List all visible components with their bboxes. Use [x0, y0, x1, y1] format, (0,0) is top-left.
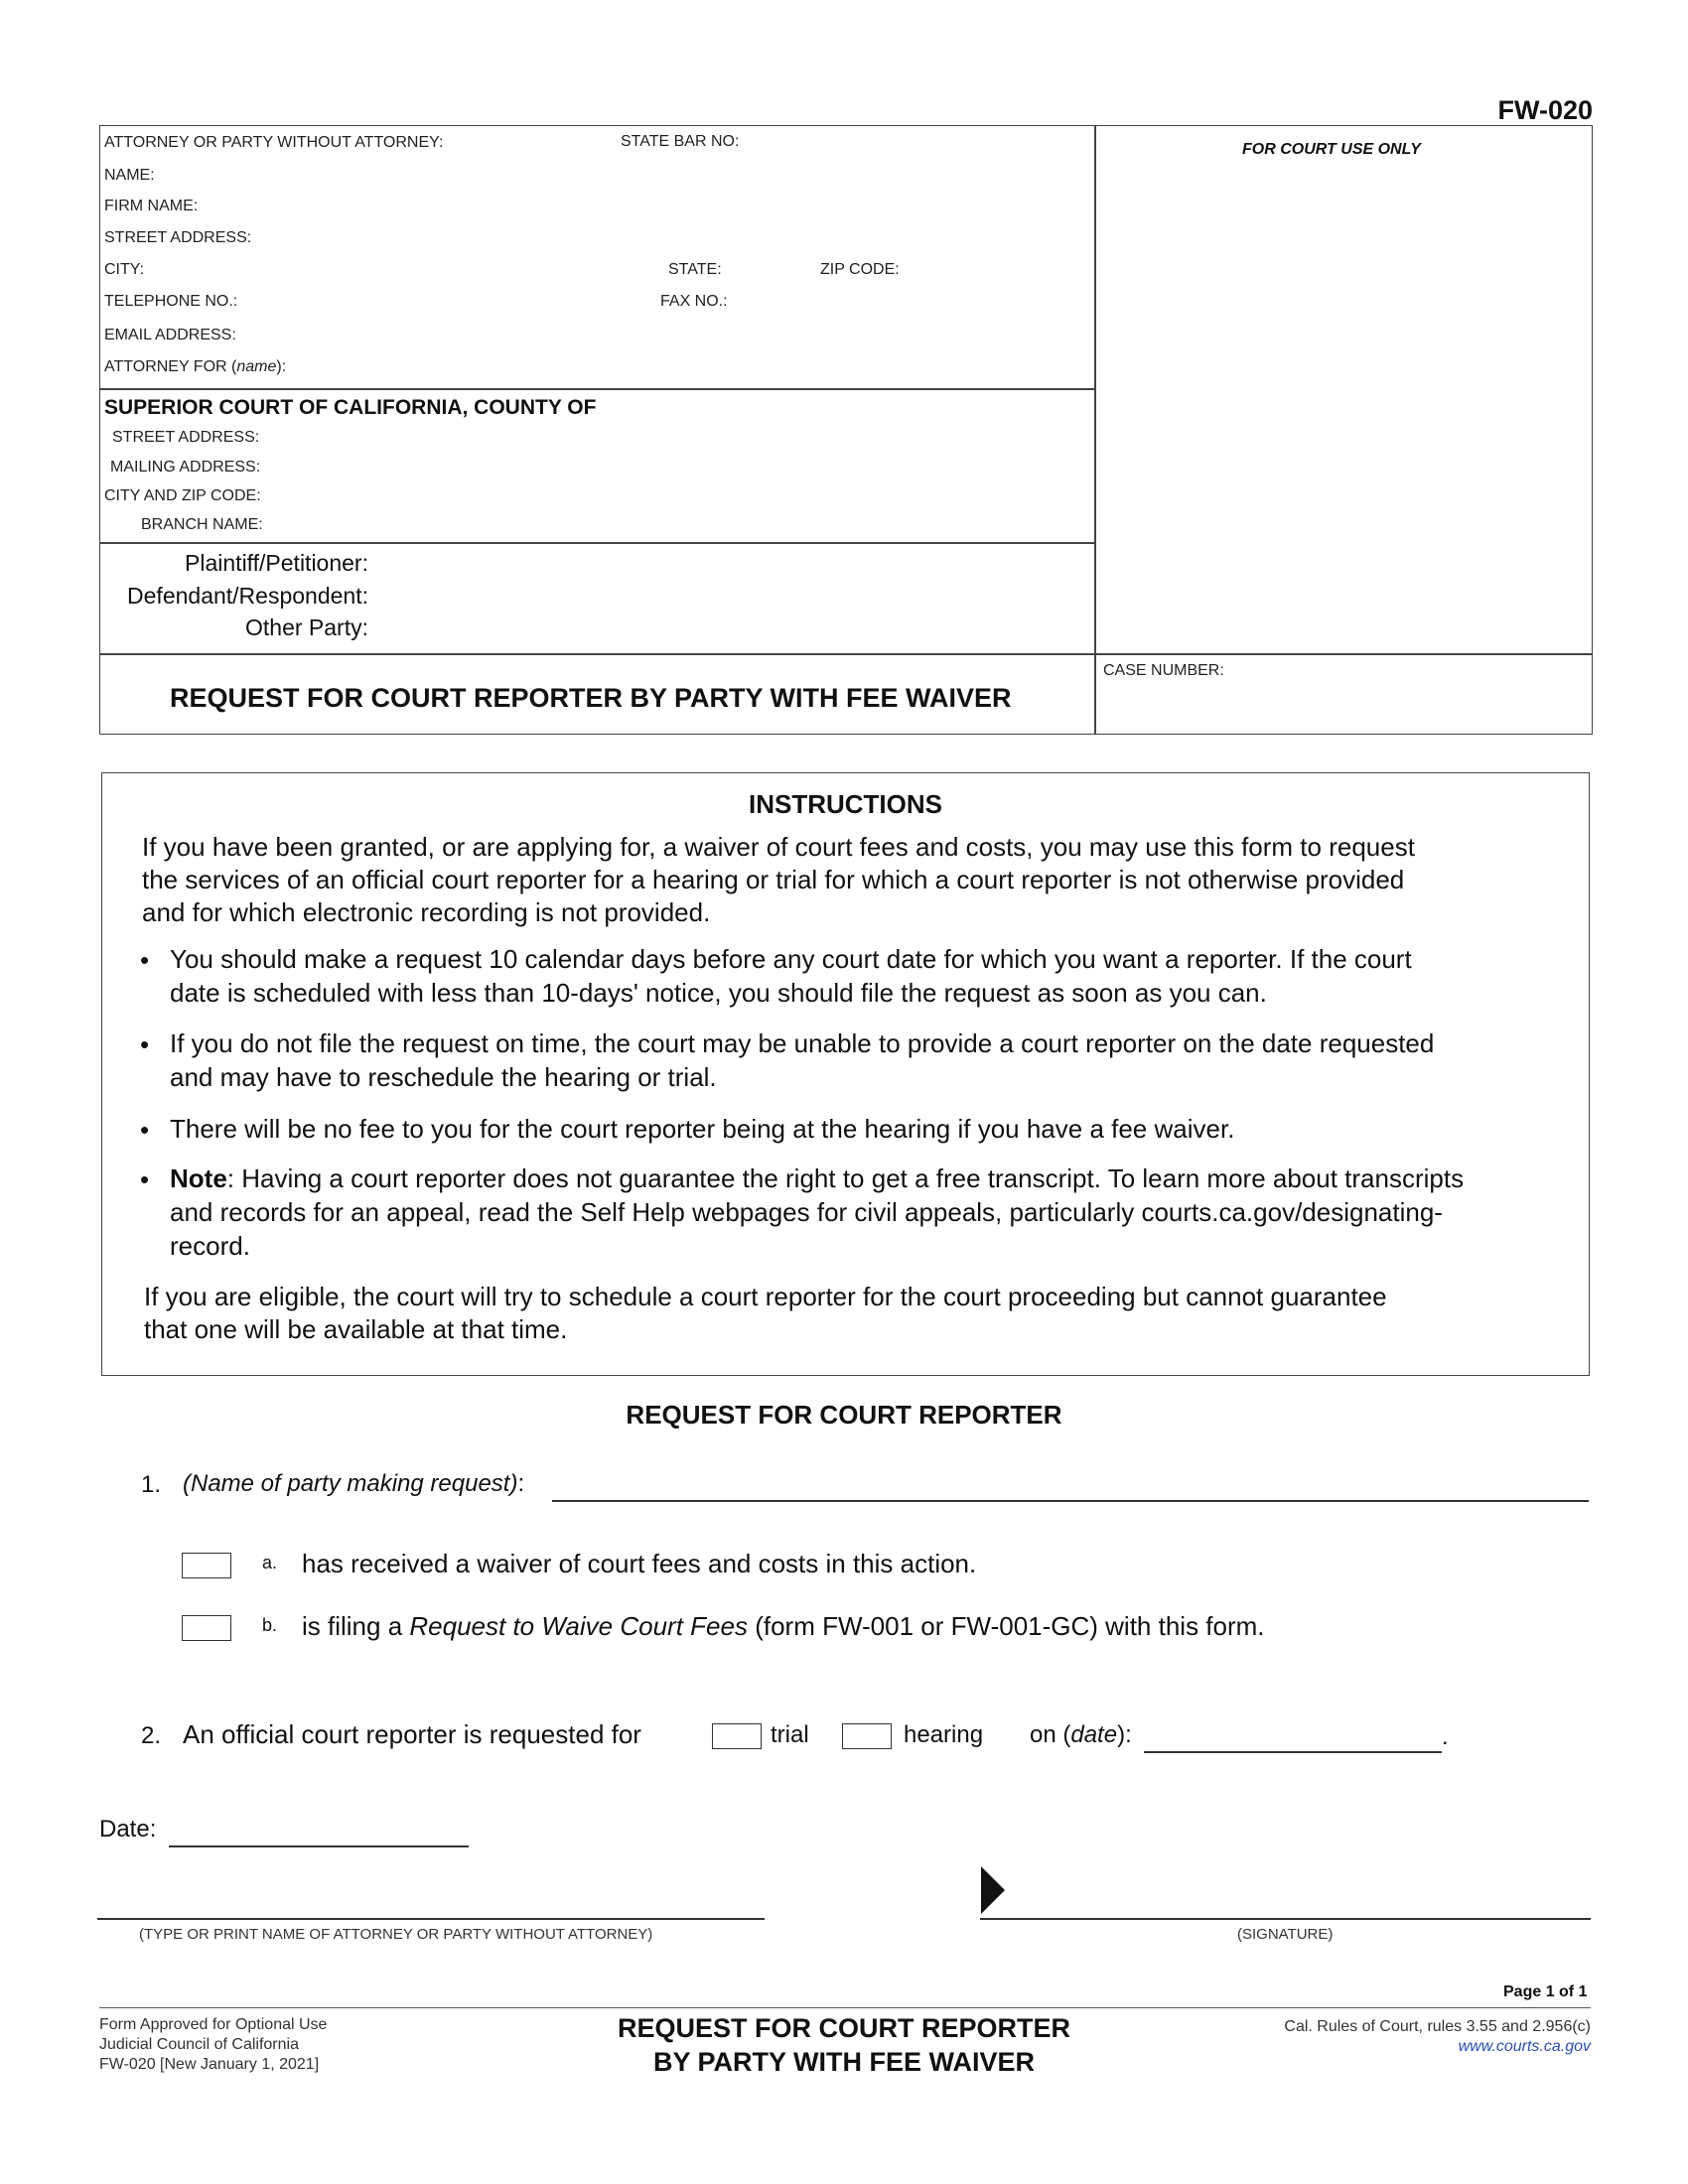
- header-divider-attorney: [100, 388, 1094, 390]
- item-1-label: (Name of party making request):: [183, 1470, 525, 1497]
- form-number: FW-020: [1497, 95, 1593, 125]
- instruction-bullet-1: You should make a request 10 calendar days before any court date for which you want a reporter. If the court date is scheduled with less than 10-days' notice, you should file the request as soon as you can.: [170, 944, 1412, 1008]
- fee-waiver-received-checkbox[interactable]: [182, 1553, 231, 1578]
- bullet-icon: •: [140, 1029, 150, 1059]
- footer-rule: [99, 2007, 1591, 2008]
- zip-code-label: ZIP CODE:: [820, 261, 900, 278]
- attorney-for-label: ATTORNEY FOR (name):: [104, 358, 287, 375]
- trial-label: trial: [771, 1721, 809, 1748]
- signature-line: [980, 1918, 1591, 1920]
- header-column-divider: [1094, 126, 1096, 734]
- fax-label: FAX NO.:: [660, 293, 728, 310]
- instruction-bullet-3: There will be no fee to you for the court reporter being at the hearing if you have a fee waiver.: [170, 1114, 1235, 1144]
- defendant-label: Defendant/Respondent:: [127, 583, 368, 609]
- instructions-heading: INSTRUCTIONS: [749, 789, 942, 819]
- state-label: STATE:: [668, 261, 722, 278]
- print-name-field[interactable]: [97, 1884, 765, 1916]
- instructions-outro: If you are eligible, the court will try to schedule a court reporter for the court proceeding but cannot guarantee that one will be available at that time.: [144, 1282, 1387, 1344]
- courts-website-link[interactable]: www.courts.ca.gov: [1458, 2038, 1591, 2055]
- page-number: Page 1 of 1: [1503, 1983, 1588, 2000]
- hearing-date-line: [1144, 1751, 1442, 1753]
- header-divider-title: [100, 653, 1592, 655]
- court-use-only-label: FOR COURT USE ONLY: [1242, 141, 1421, 158]
- signature-field[interactable]: [1013, 1884, 1589, 1916]
- footer-approval: Form Approved for Optional Use Judicial Council of California FW-020 [New January 1, 2021]: [99, 2016, 328, 2073]
- header-divider-court: [100, 542, 1094, 544]
- instruction-bullet-4: Note: Having a court reporter does not guarantee the right to get a free transcript. To learn more about transcripts and records for an appeal, read the Self Help webpages for civil appeals, particularly courts.ca.gov/designating- record.: [170, 1163, 1465, 1261]
- period: .: [1442, 1723, 1449, 1750]
- option-a-letter: a.: [262, 1553, 278, 1572]
- instructions-box: [101, 772, 1590, 1376]
- court-street-label: STREET ADDRESS:: [112, 429, 260, 446]
- request-heading: REQUEST FOR COURT REPORTER: [626, 1400, 1062, 1430]
- option-b-text: is filing a Request to Waive Court Fees (form FW-001 or FW-001-GC) with this form.: [302, 1611, 1265, 1641]
- email-label: EMAIL ADDRESS:: [104, 327, 236, 343]
- footer-title: REQUEST FOR COURT REPORTER BY PARTY WITH FEE WAIVER: [617, 2013, 1071, 2077]
- date-field[interactable]: [169, 1813, 469, 1844]
- print-name-line: [97, 1918, 765, 1920]
- case-number-label: CASE NUMBER:: [1103, 662, 1224, 679]
- attorney-label: ATTORNEY OR PARTY WITHOUT ATTORNEY:: [104, 134, 444, 151]
- court-branch-label: BRANCH NAME:: [141, 516, 263, 533]
- item-2-text: An official court reporter is requested for: [183, 1719, 641, 1749]
- court-title: SUPERIOR COURT OF CALIFORNIA, COUNTY OF: [104, 396, 597, 419]
- item-1-number: 1.: [141, 1471, 162, 1498]
- hearing-date-field[interactable]: [1144, 1717, 1442, 1749]
- caption-header: [99, 125, 1593, 735]
- telephone-label: TELEPHONE NO.:: [104, 293, 238, 310]
- bullet-icon: •: [140, 1115, 150, 1145]
- firm-name-label: FIRM NAME:: [104, 198, 199, 214]
- form-title: REQUEST FOR COURT REPORTER BY PARTY WITH FEE WAIVER: [170, 683, 1012, 713]
- street-address-label: STREET ADDRESS:: [104, 229, 252, 246]
- instruction-bullet-2: If you do not file the request on time, the court may be unable to provide a court reporter on the date requested and may have to reschedule the hearing or trial.: [170, 1028, 1435, 1092]
- date-label: Date:: [99, 1816, 157, 1843]
- court-city-zip-label: CITY AND ZIP CODE:: [104, 487, 261, 504]
- bullet-icon: •: [140, 1164, 150, 1194]
- party-name-field[interactable]: [552, 1467, 1589, 1499]
- plaintiff-label: Plaintiff/Petitioner:: [185, 550, 368, 576]
- on-date-label: on (date):: [1030, 1721, 1132, 1748]
- hearing-checkbox[interactable]: [842, 1723, 892, 1749]
- hearing-label: hearing: [904, 1721, 984, 1748]
- party-name-line: [552, 1500, 1589, 1502]
- date-line: [169, 1845, 469, 1847]
- other-party-label: Other Party:: [245, 614, 368, 640]
- footer-rules: Cal. Rules of Court, rules 3.55 and 2.956(c) www.courts.ca.gov: [1284, 2018, 1591, 2055]
- name-label: NAME:: [104, 167, 155, 184]
- item-2-number: 2.: [141, 1722, 162, 1749]
- print-name-caption: (TYPE OR PRINT NAME OF ATTORNEY OR PARTY WITHOUT ATTORNEY): [139, 1926, 653, 1943]
- option-b-letter: b.: [262, 1615, 278, 1635]
- filing-fee-waiver-checkbox[interactable]: [182, 1615, 231, 1641]
- city-label: CITY:: [104, 261, 145, 278]
- bullet-icon: •: [140, 945, 150, 975]
- court-mailing-label: MAILING ADDRESS:: [110, 459, 261, 476]
- state-bar-label: STATE BAR NO:: [621, 133, 740, 150]
- case-number-field[interactable]: [1103, 684, 1580, 724]
- signature-arrow-icon: [981, 1866, 1005, 1914]
- option-a-text: has received a waiver of court fees and costs in this action.: [302, 1549, 977, 1578]
- instructions-intro: If you have been granted, or are applying for, a waiver of court fees and costs, you may use this form to request the services of an official court reporter for a hearing or trial for which a court reporter is not otherwise provided and for which electronic recording is not provided.: [142, 832, 1415, 927]
- signature-caption: (SIGNATURE): [1237, 1926, 1334, 1943]
- trial-checkbox[interactable]: [712, 1723, 762, 1749]
